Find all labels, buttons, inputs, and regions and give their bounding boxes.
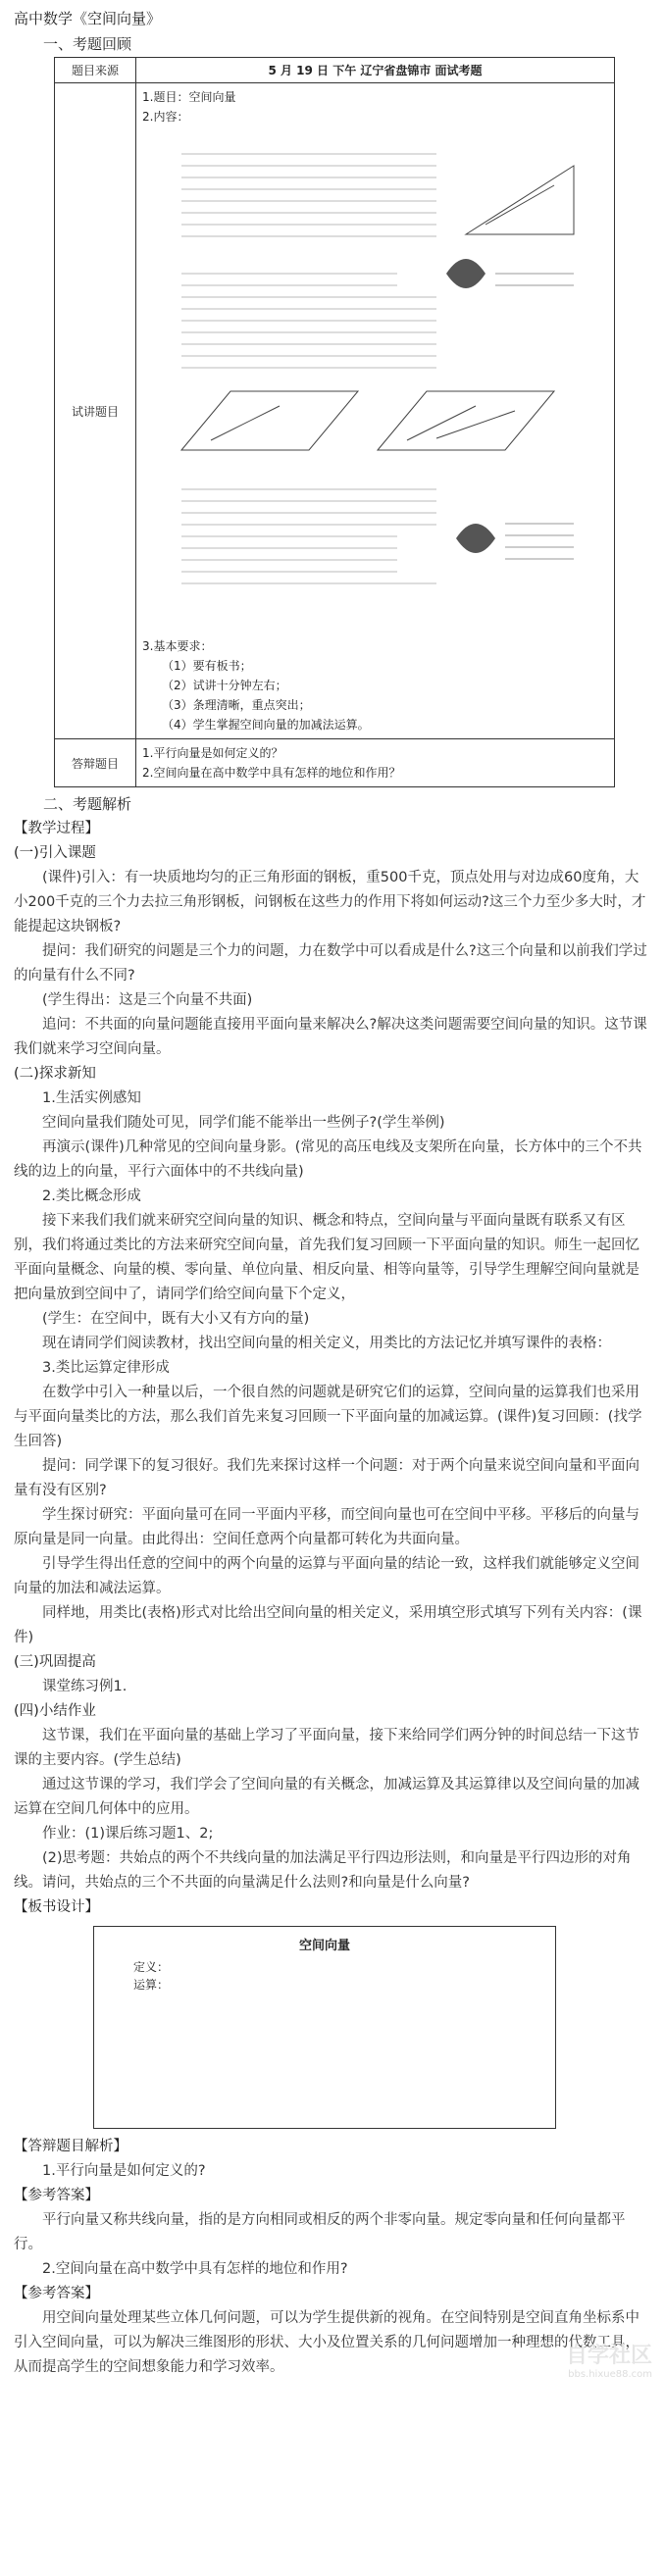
- paragraph: (学生：在空间中，既有大小又有方向的量): [42, 1311, 310, 1327]
- requirement-4: （4）学生掌握空间向量的加减法运算。: [162, 718, 370, 732]
- table-row: [55, 739, 615, 787]
- reference-answer-heading: 【参考答案】: [14, 2286, 99, 2301]
- paragraph: 在数学中引入一种量以后，一个很自然的问题就是研究它们的运算，空间向量的运算我们也采用与平面向量类比的方法，那么我们首先来复习回顾一下平面向量的加减运算。(课件)复习回顾：(找学生回答): [14, 1385, 642, 1449]
- defense-question-1: 1.平行向量是如何定义的？: [142, 746, 283, 760]
- page-title: 高中数学《空间向量》: [14, 10, 162, 27]
- consolidate-heading: (三)巩固提高: [14, 1654, 96, 1670]
- sub-heading: 1.生活实例感知: [42, 1090, 141, 1106]
- textbook-scan-figure: [142, 126, 603, 636]
- paragraph: 学生探讨研究：平面向量可在同一平面内平移，而空间向量也可在空间中平移。平移后的向量与原向量是同一向量。由此得出：空间任意两个向量都可转化为共面向量。: [14, 1507, 639, 1547]
- board-definition: 定义：: [133, 1960, 170, 1974]
- paragraph: 提问：我们研究的问题是三个力的问题，力在数学中可以看成是什么?这三个向量和以前我们学过的向量有什么不同?: [14, 943, 647, 984]
- section-heading-2: 二、考题解析: [43, 795, 132, 813]
- requirement-1: （1）要有板书；: [162, 659, 252, 673]
- paragraph: (课件)引入：有一块质地均匀的正三角形面的钢板，重500千克，顶点处用与对边成60度角，大小200千克的三个力去拉三角形钢板，问钢板在这些力的作用下将如何运动?这三个力至少多大时，才能提起这块钢板?: [14, 870, 646, 934]
- section-heading-1: 一、考题回顾: [43, 35, 132, 53]
- table-row: [55, 83, 615, 739]
- paragraph: 用空间向量处理某些立体几何问题，可以为学生提供新的视角。在空间特别是空间直角坐标系中引入空间向量，可以为解决三维图形的形状、大小及位置关系的几何问题增加一种理想的代数工具，从而提高学生的空间想象能力和学习效率。: [14, 2310, 639, 2375]
- sub-heading: 2.类比概念形成: [42, 1188, 141, 1204]
- paragraph: 作业：(1)课后练习题1、2;: [42, 1826, 214, 1842]
- defense-content: [136, 739, 615, 787]
- paragraph: 这节课，我们在平面向量的基础上学习了平面向量，接下来给同学们两分钟的时间总结一下这节课的主要内容。(学生总结): [14, 1728, 639, 1768]
- board-design-box: [93, 1926, 556, 2129]
- board-heading: 【板书设计】: [14, 1899, 99, 1915]
- paragraph: 课堂练习例1.: [42, 1679, 128, 1694]
- paragraph: (2)思考题：共始点的两个不共线向量的加法满足平行四边形法则，和向量是平行四边形的对角线。请问，共始点的三个不共面的向量满足什么法则?和向量是什么向量?: [14, 1850, 632, 1891]
- paragraph: 空间向量我们随处可见，同学们能不能举出一些例子?(学生举例): [42, 1115, 445, 1131]
- trial-line-1: 1.题目：空间向量: [142, 90, 236, 104]
- table-row: [55, 58, 615, 83]
- paragraph: 现在请同学们阅读教材，找出空间向量的相关定义，用类比的方法记忆并填写课件的表格：: [42, 1336, 611, 1351]
- paragraph: 追问：不共面的向量问题能直接用平面向量来解决么?解决这类问题需要空间向量的知识。这节课我们就来学习空间向量。: [14, 1017, 647, 1057]
- requirement-3: （3）条理清晰，重点突出；: [162, 698, 311, 712]
- paragraph: 接下来我们我们就来研究空间向量的知识、概念和特点，空间向量与平面向量既有联系又有区别，我们将通过类比的方法来研究空间向量，首先我们复习回顾一下平面向量的知识。师生一起回忆平面向量概念、向量的模、零向量、单位向量、相反向量、相等向量等，引导学生理解空间向量就是把向量放到空间中了，请同学们给空间向量下个定义，: [14, 1213, 639, 1302]
- answer-heading: 【答辩题目解析】: [14, 2139, 128, 2154]
- paragraph: 引导学生得出任意的空间中的两个向量的运算与平面向量的结论一致，这样我们就能够定义空间向量的加法和减法运算。: [14, 1556, 639, 1596]
- paragraph: 再演示(课件)几种常见的空间向量身影。(常见的高压电线及支架所在向量，长方体中的三个不共线的边上的向量，平行六面体中的不共线向量): [14, 1139, 642, 1180]
- requirement-2: （2）试讲十分钟左右；: [162, 679, 287, 692]
- explore-heading: (二)探求新知: [14, 1066, 96, 1082]
- requirements-title: 3.基本要求：: [142, 639, 213, 653]
- reference-answer-heading: 【参考答案】: [14, 2188, 99, 2203]
- sub-heading: 3.类比运算定律形成: [42, 1360, 170, 1376]
- watermark-url: bbs.hixue88.com: [568, 2369, 652, 2380]
- paragraph: 通过这节课的学习，我们学会了空间向量的有关概念，加减运算及其运算律以及空间向量的加减运算在空间几何体中的应用。: [14, 1777, 639, 1817]
- source-label: 题目来源: [55, 58, 136, 83]
- paragraph: 提问：同学课下的复习很好。我们先来探讨这样一个问题：对于两个向量来说空间向量和平面向量有没有区别?: [14, 1458, 639, 1498]
- paragraph: 平行向量又称共线向量，指的是方向相同或相反的两个非零向量。规定零向量和任何向量都平行。: [14, 2212, 626, 2252]
- source-value: 5 月 19 日 下午 辽宁省盘锦市 面试考题: [136, 58, 615, 83]
- intro-heading: (一)引入课题: [14, 845, 96, 861]
- board-title: 空间向量: [298, 1939, 350, 1953]
- paragraph: 同样地，用类比(表格)形式对比给出空间向量的相关定义，采用填空形式填写下列有关内容：(课件): [14, 1605, 642, 1645]
- defense-question-2: 2.空间向量在高中数学中具有怎样的地位和作用？: [142, 766, 401, 780]
- textbook-scan: [142, 126, 608, 636]
- trial-label: 试讲题目: [55, 83, 136, 739]
- watermark-logo: 自学社区: [565, 2344, 652, 2368]
- trial-content: [136, 83, 615, 739]
- trial-line-2: 2.内容：: [142, 110, 189, 124]
- answer-question-2: 2.空间向量在高中数学中具有怎样的地位和作用?: [42, 2261, 348, 2277]
- board-operation: 运算：: [133, 1978, 170, 1992]
- watermark: [566, 2339, 652, 2380]
- exam-table: [54, 57, 615, 787]
- answer-question-1: 1.平行向量是如何定义的?: [42, 2163, 206, 2179]
- summary-heading: (四)小结作业: [14, 1703, 96, 1719]
- paragraph: (学生得出：这是三个向量不共面): [42, 992, 253, 1008]
- defense-label: 答辩题目: [55, 739, 136, 787]
- teaching-process-heading: 【教学过程】: [14, 821, 99, 836]
